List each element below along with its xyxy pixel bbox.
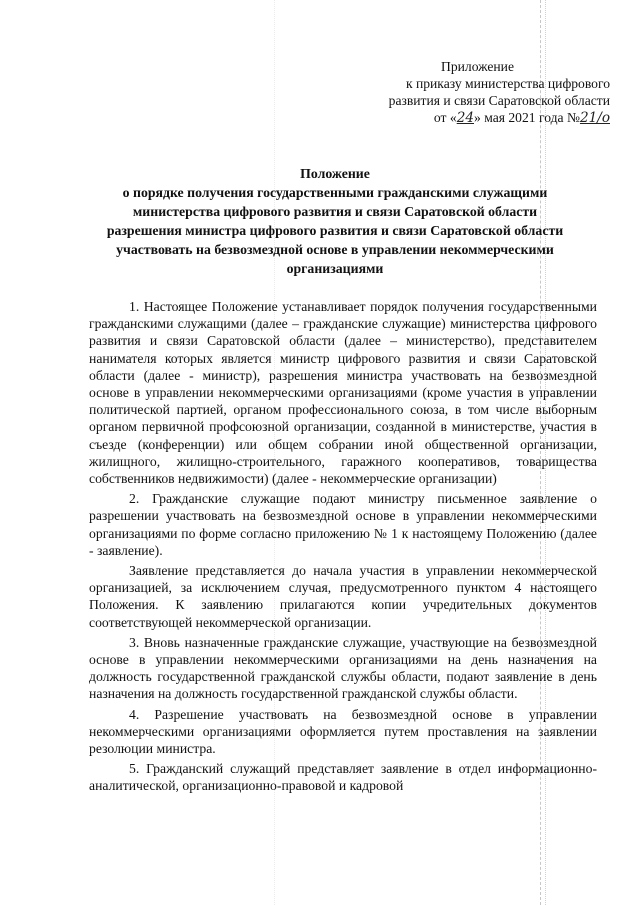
title-line: о порядке получения государственными гражданскими служащими [122, 185, 548, 200]
appendix-line: развития и связи Саратовской области [388, 93, 610, 108]
date-middle: » мая 2021 года № [474, 110, 580, 125]
appendix-date-line [330, 109, 610, 127]
title-line: участвовать на безвозмездной основе в управлении некоммерческими [116, 242, 554, 257]
paragraph: 4. Разрешение участвовать на безвозмездной основе в управлении некоммерческими организациями оформляется путем проставления на заявлении резолюции министра. [89, 706, 597, 757]
paragraph: 2. Гражданские служащие подают министру письменное заявление о разрешении участвовать на безвозмездной основе в управлении некоммерческими организациями по форме согласно приложению № 1 к настоящему Положению (далее - заявление). [89, 491, 597, 558]
paragraph: 5. Гражданский служащий представляет заявление в отдел информационно-аналитической, организационно-правовой и кадровой [89, 761, 597, 794]
document-title [70, 164, 600, 278]
title-line: разрешения министра цифрового развития и связи Саратовской области [106, 223, 564, 238]
handwritten-day: 24 [456, 110, 474, 126]
title-line: министерства цифрового развития и связи Саратовской области [132, 204, 538, 219]
appendix-block [330, 58, 610, 127]
document-body [89, 298, 597, 798]
paragraph: 3. Вновь назначенные гражданские служащие, участвующие на безвозмездной основе в управлении некоммерческими организациями на день назначения на должность государственной гражданской службы области, подают заявление в день назначения на должность государственной гражданской службы области. [89, 634, 597, 702]
appendix-title: Приложение [441, 59, 514, 74]
title-heading: Положение [300, 166, 370, 181]
handwritten-number: 21/о [579, 110, 610, 126]
title-line: организациями [286, 261, 384, 276]
date-prefix: от « [433, 110, 457, 125]
paragraph: Заявление представляется до начала участия в управлении некоммерческой организацией, за исключением случая, предусмотренного пунктом 4 настоящего Положения. К заявлению прилагаются копии учредительных документов соответствующей некоммерческой организации. [89, 563, 597, 630]
appendix-line: к приказу министерства цифрового [405, 76, 610, 91]
paragraph: 1. Настоящее Положение устанавливает порядок получения государственными гражданскими служащими (далее – гражданские служащие) министерства цифрового развития и связи Саратовской области (далее – министерство), представителем нанимателя которых является министр цифрового развития и связи Саратовской области (далее - министр), разрешения министра участвовать на безвозмездной основе в управлении некоммерческими организациями (кроме участия в управлении политической партией, органом профессионального союза, в том числе выборным органом первичной профсоюзной организации, созданной в министерстве, участия в съезде (конференции) или общем собрании иной общественной организации, жилищного, жилищно-строительного, гаражного кооперативов, товарищества собственников недвижимости) (далее - некоммерческие организации) [89, 299, 597, 487]
